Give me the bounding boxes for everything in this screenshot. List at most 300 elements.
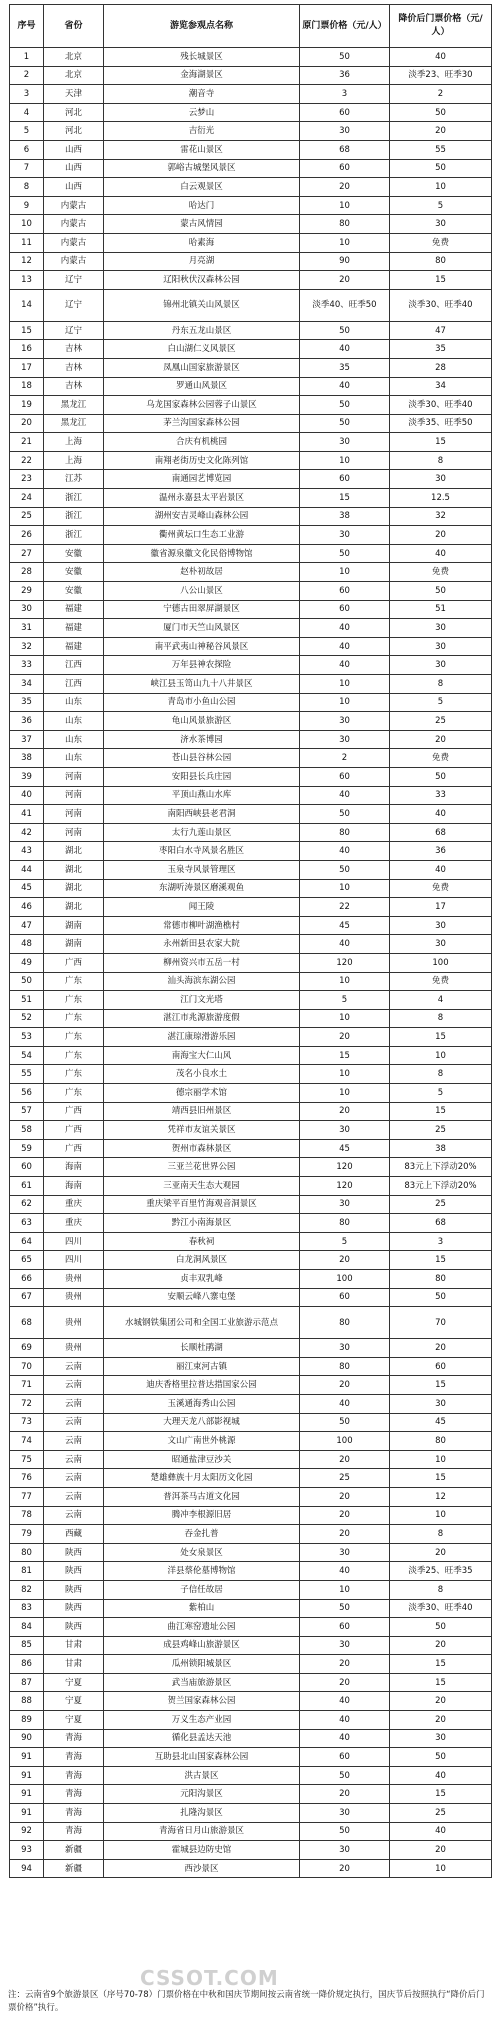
cell-index: 93 bbox=[10, 1841, 44, 1860]
table-row bbox=[10, 1450, 492, 1469]
cell-province: 广东 bbox=[44, 1028, 104, 1047]
cell-province: 黑龙江 bbox=[44, 414, 104, 433]
cell-reduced-price: 30 bbox=[390, 1729, 492, 1748]
cell-attraction: 凤凰山国家旅游景区 bbox=[104, 358, 300, 377]
cell-original-price: 50 bbox=[300, 48, 390, 67]
cell-attraction: 闻王陵 bbox=[104, 898, 300, 917]
table-row bbox=[10, 433, 492, 452]
table-row bbox=[10, 767, 492, 786]
cell-index: 83 bbox=[10, 1599, 44, 1618]
cell-index: 23 bbox=[10, 470, 44, 489]
table-header-row bbox=[10, 5, 492, 48]
cell-original-price: 25 bbox=[300, 1469, 390, 1488]
cell-attraction: 青海省日月山旅游景区 bbox=[104, 1822, 300, 1841]
cell-original-price: 80 bbox=[300, 1307, 390, 1339]
cell-attraction: 永州新田县农家大院 bbox=[104, 935, 300, 954]
table-row bbox=[10, 1288, 492, 1307]
cell-province: 上海 bbox=[44, 433, 104, 452]
cell-reduced-price: 淡季30、旺季40 bbox=[390, 289, 492, 321]
cell-attraction: 厦门市天竺山风景区 bbox=[104, 619, 300, 638]
cell-attraction: 贞丰双乳峰 bbox=[104, 1270, 300, 1289]
cell-original-price: 38 bbox=[300, 507, 390, 526]
cell-province: 青海 bbox=[44, 1766, 104, 1785]
table-row bbox=[10, 805, 492, 824]
cell-index: 91 bbox=[10, 1785, 44, 1804]
cell-index: 69 bbox=[10, 1339, 44, 1358]
cell-original-price: 120 bbox=[300, 1158, 390, 1177]
cell-reduced-price: 30 bbox=[390, 1394, 492, 1413]
cell-index: 9 bbox=[10, 196, 44, 215]
cell-province: 宁夏 bbox=[44, 1711, 104, 1730]
cell-index: 70 bbox=[10, 1357, 44, 1376]
cell-index: 37 bbox=[10, 730, 44, 749]
cell-attraction: 三亚南天生态大观园 bbox=[104, 1177, 300, 1196]
cell-attraction: 湛江康琼滑游乐园 bbox=[104, 1028, 300, 1047]
table-row bbox=[10, 1432, 492, 1451]
table-row bbox=[10, 1214, 492, 1233]
table-row bbox=[10, 544, 492, 563]
cell-attraction: 金海湖景区 bbox=[104, 66, 300, 85]
cell-attraction: 蒙古风情园 bbox=[104, 215, 300, 234]
cell-original-price: 5 bbox=[300, 991, 390, 1010]
cell-reduced-price: 36 bbox=[390, 842, 492, 861]
cell-original-price: 50 bbox=[300, 1766, 390, 1785]
table-row bbox=[10, 842, 492, 861]
table-row bbox=[10, 1270, 492, 1289]
table-row bbox=[10, 1158, 492, 1177]
cell-attraction: 黔江小南海景区 bbox=[104, 1214, 300, 1233]
table-row bbox=[10, 879, 492, 898]
table-row bbox=[10, 656, 492, 675]
cell-province: 山东 bbox=[44, 693, 104, 712]
cell-province: 云南 bbox=[44, 1394, 104, 1413]
cell-attraction: 腾冲李根源旧居 bbox=[104, 1506, 300, 1525]
table-row bbox=[10, 1506, 492, 1525]
cell-original-price: 30 bbox=[300, 1543, 390, 1562]
cell-index: 63 bbox=[10, 1214, 44, 1233]
cell-index: 35 bbox=[10, 693, 44, 712]
table-row bbox=[10, 215, 492, 234]
cell-index: 85 bbox=[10, 1636, 44, 1655]
cell-attraction: 哈素海 bbox=[104, 233, 300, 252]
cell-reduced-price: 4 bbox=[390, 991, 492, 1010]
cell-index: 84 bbox=[10, 1618, 44, 1637]
cell-reduced-price: 40 bbox=[390, 48, 492, 67]
table-row bbox=[10, 953, 492, 972]
cell-original-price: 2 bbox=[300, 749, 390, 768]
cell-original-price: 60 bbox=[300, 582, 390, 601]
cell-attraction: 峡江县玉笥山九十八井景区 bbox=[104, 675, 300, 694]
cell-index: 68 bbox=[10, 1307, 44, 1339]
cell-index: 73 bbox=[10, 1413, 44, 1432]
header-province: 省份 bbox=[44, 5, 104, 48]
cell-index: 57 bbox=[10, 1102, 44, 1121]
table-row bbox=[10, 1655, 492, 1674]
cell-province: 贵州 bbox=[44, 1270, 104, 1289]
ticket-price-table bbox=[9, 4, 492, 1878]
cell-reduced-price: 8 bbox=[390, 1580, 492, 1599]
cell-province: 河南 bbox=[44, 823, 104, 842]
cell-province: 河北 bbox=[44, 122, 104, 141]
cell-reduced-price: 10 bbox=[390, 1046, 492, 1065]
cell-attraction: 春秋祠 bbox=[104, 1232, 300, 1251]
table-row bbox=[10, 1487, 492, 1506]
cell-reduced-price: 32 bbox=[390, 507, 492, 526]
cell-attraction: 枣阳白水寺风景名胜区 bbox=[104, 842, 300, 861]
table-row bbox=[10, 898, 492, 917]
cell-original-price: 20 bbox=[300, 1487, 390, 1506]
cell-attraction: 洪古景区 bbox=[104, 1766, 300, 1785]
header-original-price: 原门票价格（元/人） bbox=[300, 5, 390, 48]
table-row bbox=[10, 1822, 492, 1841]
cell-original-price: 30 bbox=[300, 712, 390, 731]
cell-reduced-price: 15 bbox=[390, 1673, 492, 1692]
cell-original-price: 40 bbox=[300, 1729, 390, 1748]
table-row bbox=[10, 1251, 492, 1270]
cell-attraction: 太行九莲山景区 bbox=[104, 823, 300, 842]
cell-index: 67 bbox=[10, 1288, 44, 1307]
cell-attraction: 罗通山风景区 bbox=[104, 377, 300, 396]
cell-province: 广西 bbox=[44, 1102, 104, 1121]
cell-index: 17 bbox=[10, 358, 44, 377]
cell-index: 13 bbox=[10, 271, 44, 290]
cell-original-price: 10 bbox=[300, 1009, 390, 1028]
cell-index: 36 bbox=[10, 712, 44, 731]
cell-reduced-price: 淡季30、旺季40 bbox=[390, 396, 492, 415]
cell-province: 云南 bbox=[44, 1469, 104, 1488]
table-row bbox=[10, 271, 492, 290]
cell-reduced-price: 68 bbox=[390, 1214, 492, 1233]
cell-original-price: 20 bbox=[300, 1785, 390, 1804]
cell-attraction: 郭峪古城堡风景区 bbox=[104, 159, 300, 178]
cell-attraction: 济水茶博园 bbox=[104, 730, 300, 749]
cell-index: 62 bbox=[10, 1195, 44, 1214]
cell-attraction: 丹东五龙山景区 bbox=[104, 321, 300, 340]
cell-attraction: 德宗丽学术馆 bbox=[104, 1084, 300, 1103]
cell-attraction: 龟山风景旅游区 bbox=[104, 712, 300, 731]
cell-index: 58 bbox=[10, 1121, 44, 1140]
cell-index: 53 bbox=[10, 1028, 44, 1047]
cell-reduced-price: 10 bbox=[390, 1506, 492, 1525]
cell-original-price: 10 bbox=[300, 879, 390, 898]
table-row bbox=[10, 1711, 492, 1730]
cell-index: 33 bbox=[10, 656, 44, 675]
cell-province: 广东 bbox=[44, 991, 104, 1010]
cell-reduced-price: 33 bbox=[390, 786, 492, 805]
cell-province: 内蒙古 bbox=[44, 252, 104, 271]
cell-original-price: 36 bbox=[300, 66, 390, 85]
cell-original-price: 50 bbox=[300, 414, 390, 433]
cell-reduced-price: 25 bbox=[390, 712, 492, 731]
cell-province: 江西 bbox=[44, 656, 104, 675]
cell-province: 广东 bbox=[44, 1046, 104, 1065]
cell-reduced-price: 15 bbox=[390, 1028, 492, 1047]
cell-attraction: 文山广南世外桃源 bbox=[104, 1432, 300, 1451]
cell-attraction: 瓜州锁阳城景区 bbox=[104, 1655, 300, 1674]
table-row bbox=[10, 1692, 492, 1711]
cell-attraction: 处女泉景区 bbox=[104, 1543, 300, 1562]
cell-province: 宁夏 bbox=[44, 1692, 104, 1711]
cell-reduced-price: 34 bbox=[390, 377, 492, 396]
cell-index: 45 bbox=[10, 879, 44, 898]
cell-reduced-price: 30 bbox=[390, 637, 492, 656]
cell-original-price: 20 bbox=[300, 178, 390, 197]
cell-reduced-price: 50 bbox=[390, 1618, 492, 1637]
cell-reduced-price: 55 bbox=[390, 140, 492, 159]
cell-index: 32 bbox=[10, 637, 44, 656]
cell-original-price: 40 bbox=[300, 619, 390, 638]
cell-original-price: 20 bbox=[300, 1673, 390, 1692]
cell-reduced-price: 30 bbox=[390, 619, 492, 638]
cell-attraction: 茅兰沟国家森林公园 bbox=[104, 414, 300, 433]
cell-reduced-price: 淡季25、旺季35 bbox=[390, 1562, 492, 1581]
cell-original-price: 40 bbox=[300, 1562, 390, 1581]
cell-province: 江西 bbox=[44, 675, 104, 694]
cell-index: 5 bbox=[10, 122, 44, 141]
cell-original-price: 40 bbox=[300, 637, 390, 656]
cell-reduced-price: 30 bbox=[390, 656, 492, 675]
cell-attraction: 循化县孟达天池 bbox=[104, 1729, 300, 1748]
cell-province: 山东 bbox=[44, 730, 104, 749]
cell-attraction: 江门文光塔 bbox=[104, 991, 300, 1010]
cell-province: 新疆 bbox=[44, 1841, 104, 1860]
cell-index: 21 bbox=[10, 433, 44, 452]
footnote: 注：云南省9个旅游景区（序号70-78）门票价格在中秋和国庆节期间按云南省统一降价规定执行，国庆节后按照执行“降价后门票价格”执行。 bbox=[8, 1990, 485, 2013]
cell-reduced-price: 淡季35、旺季50 bbox=[390, 414, 492, 433]
cell-index: 46 bbox=[10, 898, 44, 917]
cell-index: 39 bbox=[10, 767, 44, 786]
cell-province: 山东 bbox=[44, 749, 104, 768]
cell-attraction: 潮音寺 bbox=[104, 85, 300, 104]
cell-original-price: 50 bbox=[300, 396, 390, 415]
cell-reduced-price: 8 bbox=[390, 1065, 492, 1084]
cell-reduced-price: 淡季30、旺季40 bbox=[390, 1599, 492, 1618]
table-row bbox=[10, 1766, 492, 1785]
cell-index: 18 bbox=[10, 377, 44, 396]
cell-reduced-price: 10 bbox=[390, 178, 492, 197]
cell-attraction: 西沙景区 bbox=[104, 1859, 300, 1878]
cell-province: 云南 bbox=[44, 1506, 104, 1525]
cell-province: 海南 bbox=[44, 1177, 104, 1196]
cell-attraction: 南阳西峡县老君洞 bbox=[104, 805, 300, 824]
cell-original-price: 30 bbox=[300, 730, 390, 749]
cell-reduced-price: 15 bbox=[390, 433, 492, 452]
cell-province: 河南 bbox=[44, 767, 104, 786]
cell-original-price: 10 bbox=[300, 972, 390, 991]
cell-province: 陕西 bbox=[44, 1618, 104, 1637]
table-row bbox=[10, 712, 492, 731]
cell-reduced-price: 80 bbox=[390, 1270, 492, 1289]
cell-province: 贵州 bbox=[44, 1339, 104, 1358]
cell-attraction: 吉衍光 bbox=[104, 122, 300, 141]
cell-original-price: 100 bbox=[300, 1432, 390, 1451]
table-row bbox=[10, 1139, 492, 1158]
table-row bbox=[10, 1376, 492, 1395]
cell-attraction: 青岛市小鱼山公园 bbox=[104, 693, 300, 712]
cell-attraction: 宁德古田翠屏湖景区 bbox=[104, 600, 300, 619]
cell-index: 6 bbox=[10, 140, 44, 159]
cell-province: 广东 bbox=[44, 972, 104, 991]
table-row bbox=[10, 1307, 492, 1339]
cell-attraction: 扎隆沟景区 bbox=[104, 1804, 300, 1823]
cell-province: 广西 bbox=[44, 1139, 104, 1158]
cell-original-price: 60 bbox=[300, 103, 390, 122]
table-row bbox=[10, 1543, 492, 1562]
cell-province: 内蒙古 bbox=[44, 215, 104, 234]
cell-province: 青海 bbox=[44, 1804, 104, 1823]
cell-index: 14 bbox=[10, 289, 44, 321]
cell-index: 81 bbox=[10, 1562, 44, 1581]
table-row bbox=[10, 414, 492, 433]
cell-attraction: 水城钢铁集团公司和全国工业旅游示范点 bbox=[104, 1307, 300, 1339]
cell-reduced-price: 38 bbox=[390, 1139, 492, 1158]
cell-index: 77 bbox=[10, 1487, 44, 1506]
cell-original-price: 50 bbox=[300, 860, 390, 879]
cell-index: 54 bbox=[10, 1046, 44, 1065]
cell-original-price: 120 bbox=[300, 1177, 390, 1196]
cell-index: 1 bbox=[10, 48, 44, 67]
cell-index: 59 bbox=[10, 1139, 44, 1158]
cell-reduced-price: 20 bbox=[390, 1841, 492, 1860]
cell-original-price: 80 bbox=[300, 215, 390, 234]
cell-attraction: 南海宝大仁山风 bbox=[104, 1046, 300, 1065]
cell-attraction: 凭祥市友谊关景区 bbox=[104, 1121, 300, 1140]
cell-attraction: 贺州市森林景区 bbox=[104, 1139, 300, 1158]
table-row bbox=[10, 159, 492, 178]
cell-attraction: 徽省源泉徽文化民俗博物馆 bbox=[104, 544, 300, 563]
table-row bbox=[10, 1232, 492, 1251]
table-row bbox=[10, 749, 492, 768]
cell-attraction: 紫柏山 bbox=[104, 1599, 300, 1618]
table-row bbox=[10, 935, 492, 954]
cell-reduced-price: 83元上下浮动20% bbox=[390, 1158, 492, 1177]
cell-original-price: 20 bbox=[300, 1028, 390, 1047]
table-row bbox=[10, 1046, 492, 1065]
cell-province: 湖北 bbox=[44, 860, 104, 879]
cell-attraction: 玉泉寺风景管理区 bbox=[104, 860, 300, 879]
cell-attraction: 万年县神农探险 bbox=[104, 656, 300, 675]
cell-province: 内蒙古 bbox=[44, 233, 104, 252]
table-row bbox=[10, 1599, 492, 1618]
cell-original-price: 40 bbox=[300, 340, 390, 359]
table-row bbox=[10, 396, 492, 415]
cell-original-price: 35 bbox=[300, 358, 390, 377]
cell-index: 27 bbox=[10, 544, 44, 563]
cell-province: 云南 bbox=[44, 1376, 104, 1395]
cell-province: 宁夏 bbox=[44, 1673, 104, 1692]
cell-attraction: 吞金扎普 bbox=[104, 1525, 300, 1544]
cell-reduced-price: 5 bbox=[390, 196, 492, 215]
table-row bbox=[10, 1394, 492, 1413]
cell-index: 48 bbox=[10, 935, 44, 954]
cell-original-price: 80 bbox=[300, 1214, 390, 1233]
table-row bbox=[10, 1636, 492, 1655]
cell-attraction: 辽阳秋伏汉森林公园 bbox=[104, 271, 300, 290]
cell-reduced-price: 2 bbox=[390, 85, 492, 104]
cell-original-price: 10 bbox=[300, 563, 390, 582]
cell-original-price: 40 bbox=[300, 1692, 390, 1711]
cell-original-price: 30 bbox=[300, 1339, 390, 1358]
cell-reduced-price: 20 bbox=[390, 1692, 492, 1711]
cell-original-price: 45 bbox=[300, 1139, 390, 1158]
cell-reduced-price: 17 bbox=[390, 898, 492, 917]
cell-province: 湖北 bbox=[44, 898, 104, 917]
cell-reduced-price: 5 bbox=[390, 1084, 492, 1103]
cell-attraction: 雷花山景区 bbox=[104, 140, 300, 159]
cell-reduced-price: 50 bbox=[390, 103, 492, 122]
cell-attraction: 安阳县长兵庄园 bbox=[104, 767, 300, 786]
table-row bbox=[10, 600, 492, 619]
cell-province: 甘肃 bbox=[44, 1636, 104, 1655]
cell-original-price: 5 bbox=[300, 1232, 390, 1251]
cell-province: 山西 bbox=[44, 159, 104, 178]
cell-attraction: 苍山县谷林公园 bbox=[104, 749, 300, 768]
cell-province: 福建 bbox=[44, 619, 104, 638]
cell-attraction: 长顺杜鹃湖 bbox=[104, 1339, 300, 1358]
cell-province: 浙江 bbox=[44, 507, 104, 526]
cell-province: 吉林 bbox=[44, 377, 104, 396]
cell-attraction: 东湖听涛景区磨溪观鱼 bbox=[104, 879, 300, 898]
table-row bbox=[10, 1065, 492, 1084]
cell-original-price: 22 bbox=[300, 898, 390, 917]
cell-reduced-price: 80 bbox=[390, 252, 492, 271]
cell-province: 广东 bbox=[44, 1084, 104, 1103]
cell-reduced-price: 20 bbox=[390, 1711, 492, 1730]
cell-index: 66 bbox=[10, 1270, 44, 1289]
cell-reduced-price: 70 bbox=[390, 1307, 492, 1339]
table-row bbox=[10, 1748, 492, 1767]
cell-original-price: 90 bbox=[300, 252, 390, 271]
cell-index: 86 bbox=[10, 1655, 44, 1674]
cell-attraction: 楚雄彝族十月太阳历文化园 bbox=[104, 1469, 300, 1488]
table-row bbox=[10, 1121, 492, 1140]
cell-province: 江苏 bbox=[44, 470, 104, 489]
table-row bbox=[10, 823, 492, 842]
table-row bbox=[10, 1562, 492, 1581]
cell-original-price: 30 bbox=[300, 1636, 390, 1655]
cell-province: 重庆 bbox=[44, 1214, 104, 1233]
cell-reduced-price: 51 bbox=[390, 600, 492, 619]
cell-reduced-price: 60 bbox=[390, 1357, 492, 1376]
cell-original-price: 10 bbox=[300, 233, 390, 252]
cell-province: 青海 bbox=[44, 1785, 104, 1804]
table-row bbox=[10, 1729, 492, 1748]
cell-province: 广东 bbox=[44, 1009, 104, 1028]
cell-original-price: 20 bbox=[300, 271, 390, 290]
cell-index: 41 bbox=[10, 805, 44, 824]
cell-reduced-price: 10 bbox=[390, 1450, 492, 1469]
cell-index: 38 bbox=[10, 749, 44, 768]
cell-original-price: 淡季40、旺季50 bbox=[300, 289, 390, 321]
cell-original-price: 45 bbox=[300, 916, 390, 935]
cell-attraction: 曲江寒窑遗址公园 bbox=[104, 1618, 300, 1637]
cell-original-price: 60 bbox=[300, 600, 390, 619]
cell-reduced-price: 25 bbox=[390, 1195, 492, 1214]
cell-index: 16 bbox=[10, 340, 44, 359]
cell-original-price: 40 bbox=[300, 786, 390, 805]
cell-province: 河南 bbox=[44, 805, 104, 824]
cell-index: 42 bbox=[10, 823, 44, 842]
table-row bbox=[10, 66, 492, 85]
cell-province: 安徽 bbox=[44, 563, 104, 582]
cell-reduced-price: 35 bbox=[390, 340, 492, 359]
cell-province: 河北 bbox=[44, 103, 104, 122]
cell-original-price: 120 bbox=[300, 953, 390, 972]
cell-province: 河南 bbox=[44, 786, 104, 805]
cell-attraction: 丽江束河古镇 bbox=[104, 1357, 300, 1376]
cell-index: 65 bbox=[10, 1251, 44, 1270]
cell-province: 山西 bbox=[44, 140, 104, 159]
